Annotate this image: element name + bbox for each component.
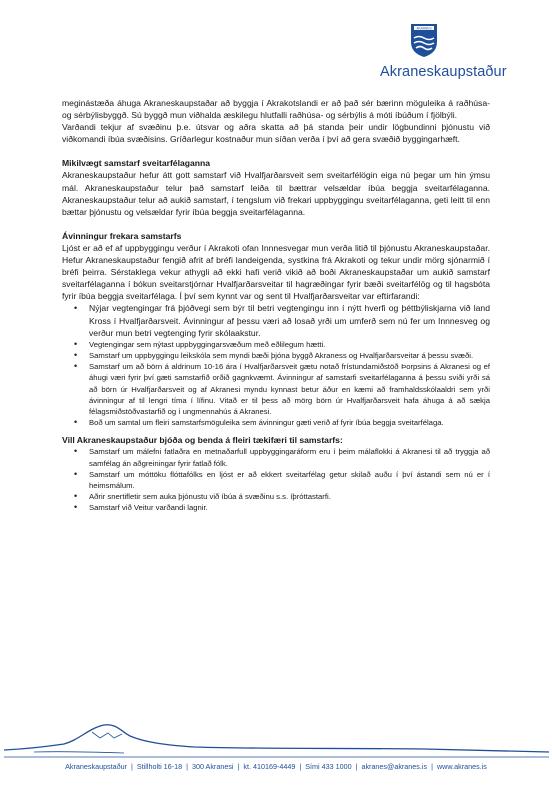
section-heading-vill: Vill Akraneskaupstaður bjóða og benda á fleiri tækifæri til samstarfs: <box>62 435 343 446</box>
section-heading-samstarf: Mikilvægt samstarf sveitarfélaganna <box>62 158 211 169</box>
avinningur-list <box>62 302 490 428</box>
list-item: • Vegtengingar sem nýtast uppbyggingarsvæðum með eðlilegum hætti. <box>72 339 490 350</box>
samstarf-paragraph: Akraneskaupstaður hefur átt gott samstarf við Hvalfjarðarsveit sem sveitarfélögin eiga nú þegar um hin ýmsu mál. Akraneskaupstaður telur það samstarf leiða til bættrar velsældar íbúa beggja sveitarfélaganna. Akraneskaupstaður telur að aukið samstarf, í tengslum við frekari uppbyggingu sveitarfélaganna, geti leitt til enn bættar þjónustu og velsældar fyrir íbúa beggja sveitarfélaganna. <box>62 170 490 217</box>
list-item: • Nýjar vegtengingar frá þjóðvegi sem býr til betri vegtengingu inn í nýtt hverfi og þéttbýliskjarna við land Kross í Hvalfjarðarsveit. Ávinningur af þessu væri að losað yrði um umferð sem nú fer um Innnesveg og verður mun betri vegtenging fyrir skólaakstur. <box>72 302 490 338</box>
list-item: • Boð um samtal um fleiri samstarfsmöguleika sem ávinningur gæti verið af fyrir íbúa beggja sveitarfélaga. <box>72 417 490 428</box>
list-item: • Samstarf um uppbyggingu leikskóla sem myndi bæði þjóna byggð Akraness og Hvalfjarðarsveitar á þessu svæði. <box>72 350 490 361</box>
logo-wordmark: Akraneskaupstaður <box>380 64 507 80</box>
section-heading-avinningur: Ávinningur frekara samstarfs <box>62 230 182 241</box>
list-item: • Samstarf við Veitur varðandi lagnir. <box>72 502 490 513</box>
footer-org-name: Akraneskaupstaður <box>65 762 128 771</box>
list-item: • Aðrir snertifletir sem auka þjónustu við íbúa á svæðinu s.s. íþróttastarfi. <box>72 491 490 502</box>
footer-postcode: 300 Akranesi <box>191 762 234 771</box>
footer-phone: Sími 433 1000 <box>305 762 352 771</box>
intro-paragraph-2: Varðandi tekjur af svæðinu þ.e. útsvar og aðra skatta að þá standa þeir undir lögbundinni þjónustu við viðkomandi íbúa svæðisins. Gríðarlegur kostnaður mun síðan verða í því að gera svæðið byggingarhæft. <box>62 122 490 145</box>
letter-body <box>62 97 490 514</box>
footer-email-link[interactable]: akranes@akranes.is <box>361 762 428 771</box>
mountain-footer-graphic <box>4 714 549 758</box>
list-item: • Samstarf um að börn á aldrinum 10-16 ára í Hvalfjarðarsveit gætu notað frístundamiðstöð Þorpsins á Akranesi og ef áhugi væri fyrir því gæti samstarfið orðið gagnkvæmt. Ávinningur af samstarfi sveitarfélaganna á þessu sviði yrði sá að börn úr Hvalfjarðarsveit og af Akranesi myndu kynnast betur áður en kæmi að framhaldsskólaaldri sem yrði ávinningur af til lengri tíma í lífinu. Vitað er til þess að mörg börn úr Hvalfjarðarsveit hafa áhuga á að sækja félagsmiðstöðvastarfið og í ungmennahús á Akranesi. <box>72 361 490 417</box>
vill-list <box>62 446 490 513</box>
footer-website-link[interactable]: www.akranes.is <box>436 762 487 771</box>
list-item: • Samstarf um málefni fatlaðra en metnaðarfull uppbyggingaráform eru í þeim málaflokki á Akranesi til að tryggja að samfélag án aðgreiningar fyrir fatlað fólk. <box>72 446 490 468</box>
avinningur-paragraph: Ljóst er að ef af uppbyggingu verður í Akrakoti ofan Innnesvegar mun verða litið til þjónustu Akraneskaupstaðar. Hefur Akraneskaupstaður fengið afrit af bréfi landeigenda, systkina frá Akrakoti og tekur undir mörg sjónarmið í bréfi þeirra. Sérstaklega vekur athygli að ekki hafi verið vikið að boði Akraneskaupstaðar um aukið samstarf sveitarfélaganna í bókun sveitarstjórnar Hvalfjarðarsveitar til hagræðingar fyrir bæði sveitarfélög og til hagsbóta fyrir íbúa beggja sveitarfélaga. Í því sem kynnt var og sent til Hvalfjarðarsveitar var eftirfarandi: <box>62 242 490 302</box>
town-crest-logo <box>409 22 439 58</box>
intro-paragraph-1: meginástæða áhuga Akraneskaupstaðar að byggja í Akrakotslandi er að það sér bærinn möguleika á raðhúsa- og sérbýlisbyggð. Sú byggð mun viðhalda æskilegu hlutfalli raðhúsa- og sérbýlis á móti íbúðum í fjölbýli. <box>62 98 490 121</box>
footer-contact-line: Akraneskaupstaður | Stillholti 16-18 | 300 Akranesi | kt. 410169-4449 | Sími 433 1000 | akranes@akranes.is | www.akranes.is <box>65 762 487 771</box>
footer-address: Stillholti 16-18 <box>136 762 183 771</box>
list-item: • Samstarf um móttöku flóttafólks en ljóst er að ekkert sveitarfélag getur skilað auðu í því ástandi sem nú er í heimsmálum. <box>72 469 490 491</box>
footer-kennitala: kt. 410169-4449 <box>243 762 296 771</box>
crest-lettering: AKRANES <box>416 26 432 31</box>
